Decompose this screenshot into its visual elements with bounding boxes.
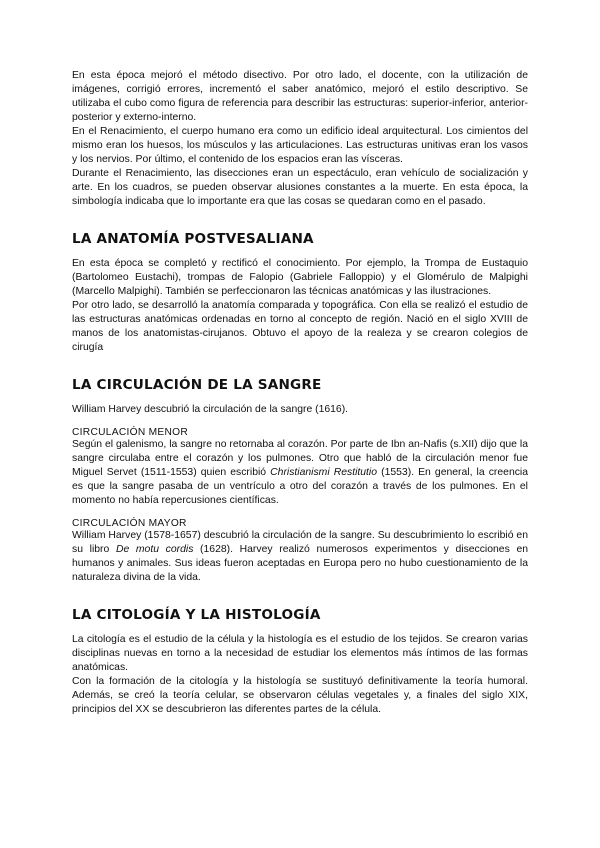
paragraph bbox=[72, 438, 528, 508]
paragraph: En esta época se completó y rectificó el conocimiento. Por ejemplo, la Trompa de Eustaquio (Bartolomeo Eustachi), trompas de Falopio (Gabriele Falloppio) y el Glomérulo de Malpighi (Marcello Malpighi). También se perfeccionaron las técnicas anatómicas y las ilustraciones. bbox=[72, 258, 528, 297]
text-run: (1628). Harvey realizó numerosos experimentos y disecciones en humanos y animales. Sus ideas fueron aceptadas en Europa pero no hubo cuestionamiento de la naturaleza divina de la vida. bbox=[72, 544, 528, 583]
postvesaliana-section bbox=[72, 231, 528, 355]
circulacion-section bbox=[72, 377, 528, 585]
paragraph: Durante el Renacimiento, las disecciones eran un espectáculo, eran vehículo de socialización y arte. En los cuadros, se pueden observar alusiones constantes a la muerte. En esta época, la simbología indicaba que lo importante era que las cosas se quedaran como en el pasado. bbox=[72, 168, 528, 207]
book-title: Christianismi Restitutio bbox=[270, 467, 378, 478]
text-run: (1553). En general, la creencia es que la sangre pasaba de un ventrículo a otro del corazón a través de los pulmones. En el momento no había repercusiones científicas. bbox=[72, 467, 529, 506]
subsection-title: CIRCULACIÓN MAYOR bbox=[72, 518, 187, 529]
section-heading: LA CIRCULACIÓN DE LA SANGRE bbox=[72, 377, 322, 393]
text-run: William Harvey (1578-1657) descubrió la circulación de la sangre. Su descubrimiento lo escribió en su libro bbox=[72, 530, 528, 555]
paragraph: Por otro lado, se desarrolló la anatomía comparada y topográfica. Con ella se realizó el estudio de las estructuras anatómicas ordenadas en torno al concepto de región. Nació en el siglo XVIII de manos de los anatomistas-cirujanos. Obtuvo el apoyo de la realeza y se crearon colegios de cirugía bbox=[72, 300, 528, 353]
citologia-section bbox=[72, 607, 528, 717]
subsection-title: CIRCULACIÓN MENOR bbox=[72, 427, 189, 438]
paragraph: William Harvey descubrió la circulación de la sangre (1616). bbox=[72, 404, 349, 415]
paragraph: En el Renacimiento, el cuerpo humano era como un edificio ideal arquitectural. Los cimientos del mismo eran los huesos, los músculos y las articulaciones. Las estructuras unitivas eran los vasos y los nervios. Por último, el contenido de los espacios eran las vísceras. bbox=[72, 126, 528, 165]
paragraph: En esta época mejoró el método disectivo. Por otro lado, el docente, con la utilización de imágenes, corrigió errores, incrementó el saber anatómico, mejoró el estilo descriptivo. Se utilizaba el cubo como figura de referencia para describir las estructuras: superior-inferior, anterior-posterior y externo-interno. bbox=[72, 70, 528, 123]
paragraph bbox=[72, 529, 528, 585]
text-run: Según el galenismo, la sangre no retornaba al corazón. Por parte de Ibn an-Nafis (s.XII) dijo que la sangre circulaba entre el corazón y los pulmones. Otro que habló de la circulación menor fue Miguel Servet (1511-1553) quien escribió bbox=[72, 439, 528, 478]
paragraph: Con la formación de la citología y la histología se sustituyó definitivamente la teoría humoral. Además, se creó la teoría celular, se observaron células vegetales y, a finales del siglo XIX, principios del XX se descubrieron las diferentes partes de la célula. bbox=[72, 676, 528, 715]
intro-section bbox=[72, 69, 528, 209]
section-heading: LA ANATOMÍA POSTVESALIANA bbox=[72, 231, 314, 247]
book-title: De motu cordis bbox=[115, 544, 194, 555]
paragraph: La citología es el estudio de la célula y la histología es el estudio de los tejidos. Se crearon varias disciplinas nuevas en torno a la necesidad de estudiar los elementos más íntimos de las formas anatómicas. bbox=[72, 634, 528, 673]
section-heading: LA CITOLOGÍA Y LA HISTOLOGÍA bbox=[72, 607, 321, 623]
